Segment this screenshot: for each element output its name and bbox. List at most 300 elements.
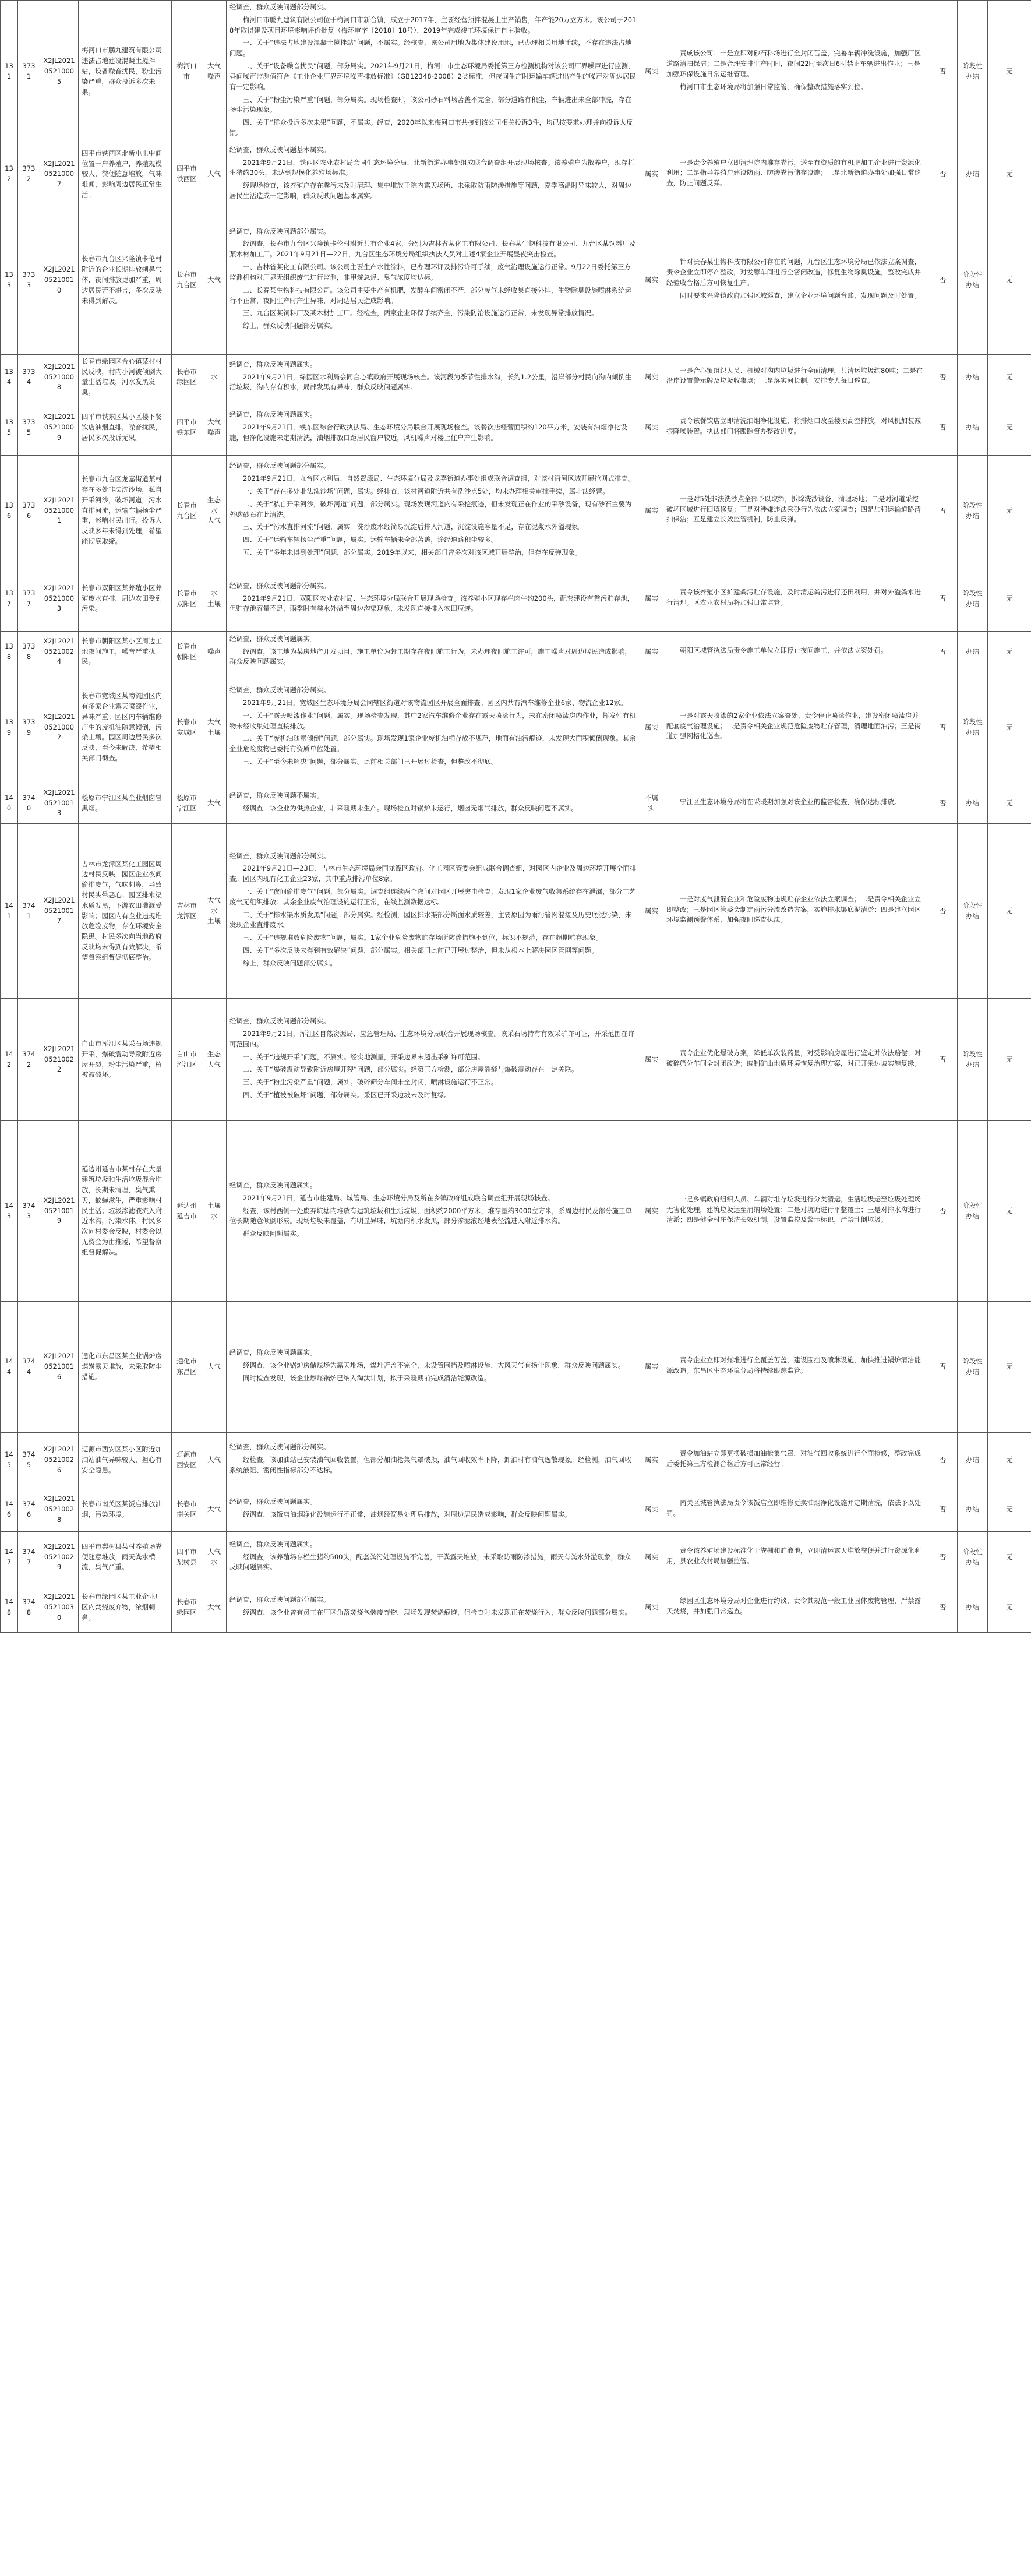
detail-paragraph: 经调查，该企业锅炉房储煤场为露天堆场，煤堆苫盖不完全，未设置围挡及喷淋设施，大风天气有扬尘现象，群众反映问题属实。	[243, 1361, 625, 1370]
note-cell: 无	[988, 1583, 1031, 1633]
case-code-cell: X2JL2021 05210005	[40, 1, 79, 143]
case-code-cell: X2JL2021 05210008	[40, 354, 79, 400]
detail-paragraph: 2021年9月21日，九台区水利局、自然资源局、生态环境分局及龙嘉街道办事处组成联合调查组，对该村沿河区域开展拉网式排查。	[243, 474, 635, 483]
detail-paragraph: 2021年9月21日，延吉市住建局、城管局、生态环境分局及所在乡镇政府组成联合调查组开展现场核查。	[243, 1193, 555, 1202]
verification-result-cell: 属实	[640, 1121, 663, 1302]
complaint-id-cell: 3740	[18, 783, 40, 824]
row-number-cell: 138	[1, 632, 18, 672]
case-code-cell: X2JL2021 05210001	[40, 456, 79, 566]
verification-result-cell: 属实	[640, 999, 663, 1121]
row-number-cell: 148	[1, 1583, 18, 1633]
case-code-cell: X2JL2021 05210003	[40, 566, 79, 632]
complaint-id-cell: 3742	[18, 999, 40, 1121]
detail-paragraph: 经调查，长春市九台区兴隆镇卡伦村附近共有企业4家，分别为吉林省某化工有限公司、长春某生物科技有限公司、九台区某饲料厂及某木材加工厂。2021年9月21日—22日，九台区生态环境分局组织执法人员对上述4家企业开展昼夜突击检查。	[229, 239, 636, 259]
accountability-cell: 否	[928, 1433, 958, 1488]
complaint-content-cell: 长春市绿园区某工业企业厂区内焚烧废弃物，浓烟刺鼻。	[79, 1583, 172, 1633]
status-cell: 办结	[958, 143, 988, 206]
complaint-content-cell: 长春市朝阳区某小区周边工地夜间施工，噪音严重扰民。	[79, 632, 172, 672]
row-number-cell: 142	[1, 999, 18, 1121]
complaint-content-cell: 四平市梨树县某村养殖场粪便随意堆放，雨天粪水横流，臭气严重。	[79, 1532, 172, 1583]
rectification-measures-cell	[663, 672, 928, 783]
accountability-cell: 否	[928, 566, 958, 632]
verification-result-cell: 属实	[640, 1, 663, 143]
verification-summary: 经调查，群众反映问题基本属实。	[229, 145, 330, 154]
region-cell: 延边州 延吉市	[172, 1121, 202, 1302]
detail-paragraph: 二、关于“爆破震动导致附近房屋开裂”问题，部分属实。经第三方检测，部分房屋裂缝与爆破震动存在一定关联。	[243, 1065, 578, 1074]
row-number-cell: 137	[1, 566, 18, 632]
verification-result-cell: 属实	[640, 1433, 663, 1488]
complaint-id-cell: 3737	[18, 566, 40, 632]
detail-paragraph: 一、关于“违规开采”问题，不属实。经实地测量，开采边界未超出采矿许可范围。	[243, 1052, 485, 1061]
detail-paragraph: 三、关于“违规堆放危险废物”问题，属实。1家企业危险废物贮存场所防渗措施不到位，标识不规范，存在超期贮存现象。	[243, 933, 603, 942]
detail-paragraph: 2021年9月21日，宽城区生态环境分局会同辖区街道对该物流园区开展全面排查。园区内共有汽车维修企业6家、物流企业12家。	[243, 699, 627, 707]
investigation-detail-cell	[227, 566, 640, 632]
status-cell: 办结	[958, 1433, 988, 1488]
verification-result-cell: 属实	[640, 632, 663, 672]
rectification-measures-cell	[663, 143, 928, 206]
complaint-content-cell: 吉林市龙潭区某化工园区周边村民反映，园区企业夜间偷排废气，气味刺鼻，导致村民头晕恶心；园区排水渠水质发黑，下游农田灌溉受影响；园区内有企业违规堆放危险废物，存在环境安全隐患。村民多次向当地政府反映均未得到有效解决，希望督察组督促彻底整治。	[79, 824, 172, 999]
complaint-id-cell: 3734	[18, 354, 40, 400]
rectification-measures-cell	[663, 566, 928, 632]
rectification-measures-cell	[663, 400, 928, 456]
verification-result-cell: 属实	[640, 456, 663, 566]
row-number-cell: 141	[1, 824, 18, 999]
status-cell: 阶段性办结	[958, 1532, 988, 1583]
complaint-id-cell: 3733	[18, 206, 40, 354]
verification-summary: 经调查，群众反映问题属实。	[229, 1497, 317, 1506]
verification-summary: 经调查，群众反映问题属实。	[229, 410, 317, 419]
complaint-content-cell: 长春市九台区龙嘉街道某村存在多处非法洗沙场，私自开采河沙，破坏河道，污水直排河流，运输车辆扬尘严重，影响村民出行。投诉人反映多年未得到处理，希望能彻底取缔。	[79, 456, 172, 566]
complaint-content-cell: 延边州延吉市某村存在大量建筑垃圾和生活垃圾混合堆放，长期未清理，臭气熏天，蚊蝇滋生，严重影响村民生活；垃圾渗滤液流入附近水沟，污染水体。村民多次向村委会反映，村委会以无资金为由推诿，希望督察组督促解决。	[79, 1121, 172, 1302]
detail-paragraph: 经检查，该加油站已安装油气回收装置，但部分加油枪集气罩破损，油气回收效率下降，卸油时有油气逸散现象。经检测，油气回收系统液阻、密闭性指标部分不达标。	[229, 1456, 631, 1474]
region-cell: 吉林市 龙潭区	[172, 824, 202, 999]
case-code-cell: X2JL2021 05210026	[40, 1433, 79, 1488]
detail-paragraph: 三、关于“至今未解决”问题，部分属实。此前相关部门已开展过检查，但整改不彻底。	[243, 757, 498, 766]
status-cell: 阶段性办结	[958, 206, 988, 354]
detail-paragraph: 五、关于“多年未得到处理”问题，部分属实。2019年以来，相关部门曾多次对该区域开展整治，但存在反弹现象。	[243, 548, 582, 556]
row-number-cell: 134	[1, 354, 18, 400]
note-cell: 无	[988, 1532, 1031, 1583]
complaint-id-cell: 3745	[18, 1433, 40, 1488]
measure-paragraph: 责令企业立即对煤堆进行全覆盖苫盖，建设围挡及喷淋设施，加快推进锅炉清洁能源改造。东昌区生态环境分局将持续跟踪监管。	[666, 1356, 921, 1375]
investigation-detail-cell	[227, 1, 640, 143]
complaint-content-cell: 辽源市西安区某小区附近加油站油气异味较大，担心有安全隐患。	[79, 1433, 172, 1488]
case-code-cell: X2JL2021 05210030	[40, 1583, 79, 1633]
status-cell: 办结	[958, 1583, 988, 1633]
measure-paragraph: 一是责令养殖户立即清理院内堆存粪污，送至有资质的有机肥加工企业进行资源化利用；二是指导养殖户建设防雨、防渗粪污储存设施；三是北新街道办事处加强日常巡查，防止问题反弹。	[666, 158, 921, 188]
complaint-content-cell: 四平市铁东区某小区楼下餐饮店油烟直排，噪音扰民，居民多次投诉无果。	[79, 400, 172, 456]
region-cell: 长春市 朝阳区	[172, 632, 202, 672]
status-cell: 阶段性办结	[958, 672, 988, 783]
verification-summary: 经调查，群众反映问题部分属实。	[229, 1017, 330, 1026]
accountability-cell: 否	[928, 824, 958, 999]
complaint-id-cell: 3748	[18, 1583, 40, 1633]
detail-paragraph: 二、长春某生物科技有限公司。该公司主要生产有机肥，发酵车间密闭不严，部分废气未经收集直接外排，生物除臭设施喷淋系统运行不正常，夜间生产时产生异味，对周边居民造成影响。	[229, 286, 631, 305]
region-cell: 长春市 绿园区	[172, 1583, 202, 1633]
table-row	[1, 1, 1031, 143]
status-cell: 阶段性办结	[958, 824, 988, 999]
case-code-cell: X2JL2021 05210019	[40, 1121, 79, 1302]
status-cell: 办结	[958, 354, 988, 400]
measure-paragraph: 梅河口市生态环境局将加强日常监管，确保整改措施落实到位。	[680, 82, 867, 91]
note-cell: 无	[988, 1488, 1031, 1532]
row-number-cell: 133	[1, 206, 18, 354]
measure-paragraph: 宁江区生态环境分局将在采暖期加强对该企业的监督检查，确保达标排放。	[680, 797, 901, 806]
note-cell: 无	[988, 1433, 1031, 1488]
region-cell: 梅河口市	[172, 1, 202, 143]
complaint-id-cell: 3743	[18, 1121, 40, 1302]
verification-summary: 经调查，群众反映问题部分属实。	[229, 581, 330, 590]
accountability-cell: 否	[928, 143, 958, 206]
region-cell: 松原市 宁江区	[172, 783, 202, 824]
status-cell: 阶段性办结	[958, 1302, 988, 1433]
measure-paragraph: 针对长春某生物科技有限公司存在的问题，九台区生态环境分局已依法立案调查，责令企业立即停产整改，对发酵车间进行全密闭改造，修复生物除臭设施，整改完成并经验收合格后方可恢复生产。	[666, 258, 921, 287]
accountability-cell: 否	[928, 1488, 958, 1532]
measure-paragraph: 一是对露天喷漆的2家企业依法立案查处，责令停止喷漆作业，建设密闭喷漆房并配套废气治理设施；二是责令相关企业规范危险废物贮存管理，清理地面油污；三是街道加强网格化巡查。	[666, 711, 921, 741]
pollution-type-cell: 生态 大气	[202, 999, 227, 1121]
accountability-cell: 否	[928, 1583, 958, 1633]
verification-result-cell: 属实	[640, 824, 663, 999]
case-code-cell: X2JL2021 05210028	[40, 1488, 79, 1532]
verification-result-cell: 属实	[640, 206, 663, 354]
accountability-cell: 否	[928, 1, 958, 143]
note-cell: 无	[988, 566, 1031, 632]
complaint-id-cell: 3746	[18, 1488, 40, 1532]
complaint-content-cell: 梅河口市鹏九建筑有限公司违法占地建设混凝土搅拌站，设备噪音扰民，粉尘污染严重，群众投诉多次未果。	[79, 1, 172, 143]
detail-paragraph: 经调查，该饭店油烟净化设施运行不正常，油烟经简易处理后排放，对周边居民造成影响，群众反映问题属实。	[243, 1510, 571, 1519]
measure-paragraph: 一是乡镇政府组织人员、车辆对堆存垃圾进行分类清运，生活垃圾运至垃圾处理场无害化处理，建筑垃圾运至消纳场处置；二是对坑塘进行平整覆土；三是对排水沟进行清淤；四是健全村庄保洁长效机制，设置监控及警示标识，严禁乱倒垃圾。	[666, 1194, 921, 1224]
complaint-id-cell: 3731	[18, 1, 40, 143]
table-row	[1, 206, 1031, 354]
table-row	[1, 1532, 1031, 1583]
row-number-cell: 139	[1, 672, 18, 783]
region-cell: 长春市 宽城区	[172, 672, 202, 783]
detail-paragraph: 二、关于“设备噪音扰民”问题，部分属实。2021年9月21日，梅河口市生态环境局委托第三方检测机构对该公司厂界噪声进行监测，昼间噪声监测值符合《工业企业厂界环境噪声排放标准》（GB12348-2008）2类标准，但夜间生产时运输车辆进出产生的噪声对周边居民有一定影响。	[229, 62, 636, 91]
case-code-cell: X2JL2021 05210010	[40, 206, 79, 354]
verification-summary: 经调查，群众反映问题属实。	[229, 1539, 317, 1548]
case-code-cell: X2JL2021 05210029	[40, 1532, 79, 1583]
note-cell: 无	[988, 1302, 1031, 1433]
rectification-measures-cell	[663, 1488, 928, 1532]
complaint-content-cell: 长春市双阳区某养殖小区养殖废水直排，周边农田受到污染。	[79, 566, 172, 632]
region-cell: 辽源市 西安区	[172, 1433, 202, 1488]
case-code-cell: X2JL2021 05210007	[40, 143, 79, 206]
row-number-cell: 131	[1, 1, 18, 143]
row-number-cell: 132	[1, 143, 18, 206]
detail-paragraph: 二、关于“排水渠水质发黑”问题，部分属实。经检测，园区排水渠部分断面水质较差，主要原因为雨污管网混接及历史底泥污染，未发现企业直排废水。	[229, 910, 632, 929]
investigation-detail-cell	[227, 1121, 640, 1302]
investigation-detail-cell	[227, 1583, 640, 1633]
pollution-type-cell: 大气 水	[202, 1532, 227, 1583]
investigation-detail-cell	[227, 1433, 640, 1488]
detail-paragraph: 2021年9月21日，绿园区水利局会同合心镇政府开展现场核查。该河段为季节性排水沟，长约1.2公里，沿岸部分村民向沟内倾倒生活垃圾，沟内存有积水，局部发黑有异味，群众反映问题属实。	[229, 372, 632, 392]
detail-paragraph: 2021年9月21日，双阳区农业农村局、生态环境分局联合开展现场检查。该养殖小区现存栏肉牛约200头，配套建设有粪污贮存池，但贮存池容量不足，雨季时有粪水外溢至周边沟渠现象，未发现直接排入农田痕迹。	[229, 594, 634, 613]
table-row	[1, 354, 1031, 400]
detail-paragraph: 三、关于“污水直排河流”问题，属实。洗沙废水经简易沉淀后排入河道，沉淀设施容量不足，存在泥浆水外溢现象。	[243, 523, 585, 531]
table-row	[1, 456, 1031, 566]
detail-paragraph: 经现场检查，该养殖户存在粪污未及时清理、集中堆放于院内露天场所、未采取防雨防渗措施等问题，夏季高温时异味较大，对周边居民生活造成一定影响，群众反映问题基本属实。	[229, 181, 631, 200]
detail-paragraph: 四、关于“植被被破坏”问题，部分属实。采区已开采边坡未及时复绿。	[243, 1091, 451, 1100]
accountability-cell: 否	[928, 1121, 958, 1302]
verification-summary: 经调查，群众反映问题部分属实。	[229, 851, 330, 860]
status-cell: 办结	[958, 400, 988, 456]
investigation-detail-cell	[227, 824, 640, 999]
pollution-type-cell: 大气	[202, 783, 227, 824]
investigation-detail-cell	[227, 206, 640, 354]
note-cell: 无	[988, 783, 1031, 824]
region-cell: 四平市 铁东区	[172, 400, 202, 456]
measure-paragraph: 朝阳区城管执法局责令施工单位立即停止夜间施工，并依法立案处罚。	[680, 646, 888, 654]
pollution-type-cell: 大气	[202, 1488, 227, 1532]
investigation-detail-cell	[227, 632, 640, 672]
region-cell: 白山市 浑江区	[172, 999, 202, 1121]
region-cell: 通化市 东昌区	[172, 1302, 202, 1433]
measure-paragraph: 一是对废气泄漏企业和危险废物违规贮存企业依法立案调查；二是责令相关企业立即整改；三是园区管委会制定雨污分流改造方案，实施排水渠底泥清淤；四是建立园区环境监测预警体系，加强夜间巡查执法。	[666, 894, 921, 924]
complaint-id-cell: 3738	[18, 632, 40, 672]
rectification-measures-cell	[663, 1583, 928, 1633]
accountability-cell: 否	[928, 632, 958, 672]
table-row	[1, 143, 1031, 206]
region-cell: 长春市 绿园区	[172, 354, 202, 400]
table-row	[1, 632, 1031, 672]
row-number-cell: 135	[1, 400, 18, 456]
detail-paragraph: 经查，该村西侧一处废弃坑塘内堆放有建筑垃圾和生活垃圾，面积约2000平方米，堆存量约3000立方米，系周边村民及部分施工单位长期随意倾倒形成。现场垃圾未覆盖，有明显异味，坑塘内积水发黑，部分渗滤液经地表径流进入附近排水沟。	[229, 1206, 633, 1225]
pollution-type-cell: 大气	[202, 206, 227, 354]
note-cell: 无	[988, 143, 1031, 206]
detail-paragraph: 群众反映问题属实。	[243, 1229, 303, 1238]
detail-paragraph: 2021年9月21日，浑江区自然资源局、应急管理局、生态环境分局联合开展现场核查。该采石场持有有效采矿许可证，开采范围在许可范围内。	[229, 1030, 635, 1048]
verification-summary: 经调查，群众反映问题部分属实。	[229, 1443, 330, 1451]
case-code-cell: X2JL2021 05210022	[40, 999, 79, 1121]
accountability-cell: 否	[928, 354, 958, 400]
detail-paragraph: 四、关于“群众投诉多次未果”问题，不属实。经查，2020年以来梅河口市共接到该公司相关投诉3件，均已按要求办理并向投诉人反馈。	[229, 118, 633, 137]
pollution-type-cell: 土壤 水	[202, 1121, 227, 1302]
verification-summary: 经调查，群众反映问题部分属实。	[229, 3, 330, 11]
note-cell: 无	[988, 672, 1031, 783]
verification-result-cell: 属实	[640, 672, 663, 783]
status-cell: 阶段性办结	[958, 566, 988, 632]
table-row	[1, 999, 1031, 1121]
rectification-measures-cell	[663, 354, 928, 400]
complaint-content-cell: 通化市东昌区某企业锅炉房煤炭露天堆放，未采取防尘措施。	[79, 1302, 172, 1433]
rectification-measures-cell	[663, 1, 928, 143]
accountability-cell: 否	[928, 672, 958, 783]
detail-paragraph: 经调查，该企业曾有员工在厂区角落焚烧包装废弃物，现场发现焚烧痕迹，但检查时未发现正在焚烧行为，群众反映问题部分属实。	[243, 1608, 631, 1617]
verification-summary: 经调查，群众反映问题部分属实。	[229, 227, 330, 235]
row-number-cell: 146	[1, 1488, 18, 1532]
case-code-cell: X2JL2021 05210013	[40, 783, 79, 824]
complaint-id-cell: 3732	[18, 143, 40, 206]
investigation-detail-cell	[227, 783, 640, 824]
verification-summary: 经调查，群众反映问题属实。	[229, 1181, 317, 1190]
verification-summary: 经调查，群众反映问题部分属实。	[229, 1595, 330, 1604]
status-cell: 办结	[958, 632, 988, 672]
pollution-type-cell: 大气	[202, 1302, 227, 1433]
table-row	[1, 1488, 1031, 1532]
row-number-cell: 145	[1, 1433, 18, 1488]
table-row	[1, 1302, 1031, 1433]
complaint-id-cell: 3739	[18, 672, 40, 783]
verification-summary: 经调查，群众反映问题属实。	[229, 360, 317, 368]
measure-paragraph: 责成该公司：一是立即对砂石料场进行全封闭苫盖，完善车辆冲洗设施，加强厂区道路清扫保洁；二是合理安排生产时间，夜间22时至次日6时禁止车辆进出作业；三是加强环保设施日常运维管理。	[666, 49, 921, 78]
table-row	[1, 400, 1031, 456]
complaint-id-cell: 3747	[18, 1532, 40, 1583]
status-cell: 阶段性办结	[958, 1121, 988, 1302]
pollution-type-cell: 大气	[202, 1583, 227, 1633]
note-cell: 无	[988, 400, 1031, 456]
verification-summary: 经调查，群众反映问题属实。	[229, 634, 317, 643]
table-row	[1, 1433, 1031, 1488]
measure-paragraph: 绿园区生态环境分局对企业进行约谈，责令其规范一般工业固体废物管理，严禁露天焚烧，并加强日常巡查。	[666, 1597, 921, 1616]
measure-paragraph: 责令该餐饮店立即清洗油烟净化设施，将排烟口改至楼顶高空排放，对风机加装减振降噪装置。执法部门将跟踪督办整改进度。	[666, 417, 921, 436]
detail-paragraph: 梅河口市鹏九建筑有限公司位于梅河口市新合镇，成立于2017年，主要经营预拌混凝土生产销售，年产能20万立方米。该公司于2018年取得建设项目环境影响评价批复（梅环审字〔2018〕18号），2019年完成竣工环境保护自主验收。	[229, 15, 637, 34]
verification-result-cell: 不属实	[640, 783, 663, 824]
detail-paragraph: 2021年9月21日，铁西区农业农村局会同生态环境分局、北新街道办事处组成联合调查组开展现场核查。该养殖户为散养户，现存栏生猪约30头，未达到规模化养殖场标准。	[229, 158, 635, 177]
note-cell: 无	[988, 1121, 1031, 1302]
investigation-detail-cell	[227, 143, 640, 206]
complaint-content-cell: 长春市南关区某饭店排放油烟，污染环境。	[79, 1488, 172, 1532]
investigation-detail-cell	[227, 1302, 640, 1433]
detail-paragraph: 三、九台区某饲料厂及某木材加工厂。经检查，两家企业环保手续齐全，污染防治设施运行正常，未发现异常排放情况。	[243, 309, 598, 318]
investigation-detail-cell	[227, 1532, 640, 1583]
region-cell: 长春市 南关区	[172, 1488, 202, 1532]
rectification-measures-cell	[663, 1532, 928, 1583]
table-row	[1, 1583, 1031, 1633]
accountability-cell: 否	[928, 456, 958, 566]
investigation-detail-cell	[227, 354, 640, 400]
measure-paragraph: 责令该养殖场建设标准化干粪棚和贮液池，立即清运露天堆放粪便并进行资源化利用，县农业农村局加强监管。	[666, 1546, 921, 1565]
pollution-type-cell: 大气 土壤	[202, 672, 227, 783]
note-cell: 无	[988, 206, 1031, 354]
detail-paragraph: 综上，群众反映问题部分属实。	[243, 958, 337, 967]
verification-result-cell: 属实	[640, 354, 663, 400]
note-cell: 无	[988, 824, 1031, 999]
row-number-cell: 143	[1, 1121, 18, 1302]
complaint-content-cell: 长春市宽城区某物流园区内有多家企业露天喷漆作业，异味严重；园区内车辆维修产生的废机油随意倾倒，污染土壤。园区周边居民多次反映，至今未解决，希望相关部门彻查。	[79, 672, 172, 783]
measure-paragraph: 南关区城管执法局责令该饭店立即维修更换油烟净化设施并定期清洗，依法予以处罚。	[666, 1499, 921, 1518]
complaint-id-cell: 3744	[18, 1302, 40, 1433]
row-number-cell: 136	[1, 456, 18, 566]
note-cell: 无	[988, 632, 1031, 672]
verification-result-cell: 属实	[640, 566, 663, 632]
table-row	[1, 824, 1031, 999]
table-row	[1, 783, 1031, 824]
pollution-type-cell: 噪声	[202, 632, 227, 672]
status-cell: 办结	[958, 1488, 988, 1532]
detail-paragraph: 经调查，该企业为供热企业，非采暖期未生产。现场检查时锅炉未运行，烟囱无烟气排放，群众反映问题不属实。	[243, 804, 578, 812]
complaint-id-cell: 3735	[18, 400, 40, 456]
detail-paragraph: 一、关于“存在多处非法洗沙场”问题，属实。经排查，该村河道附近共有洗沙点5处，均未办理相关审批手续，属非法经营。	[243, 487, 609, 495]
pollution-type-cell: 大气	[202, 1433, 227, 1488]
detail-paragraph: 一、吉林省某化工有限公司。该公司主要生产水性涂料，已办理环评及排污许可手续，废气治理设施运行正常。9月22日委托第三方监测机构对厂界无组织废气进行监测，非甲烷总烃、臭气浓度均达标。	[229, 263, 631, 281]
note-cell: 无	[988, 1, 1031, 143]
complaint-id-cell: 3736	[18, 456, 40, 566]
investigation-detail-cell	[227, 1488, 640, 1532]
complaint-content-cell: 白山市浑江区某采石场违规开采，爆破震动导致附近房屋开裂，粉尘污染严重，植被被破坏。	[79, 999, 172, 1121]
rectification-measures-cell	[663, 456, 928, 566]
detail-paragraph: 二、关于“废机油随意倾倒”问题，部分属实。现场发现1家企业废机油桶存放不规范，地面有油污痕迹，未发现大面积倾倒现象。其余企业危险废物已委托有资质单位处置。	[229, 734, 636, 753]
rectification-measures-cell	[663, 824, 928, 999]
pollution-type-cell: 水 土壤	[202, 566, 227, 632]
verification-summary: 经调查，群众反映问题部分属实。	[229, 461, 330, 470]
investigation-detail-cell	[227, 672, 640, 783]
status-cell: 办结	[958, 783, 988, 824]
detail-paragraph: 2021年9月21日—23日，吉林市生态环境局会同龙潭区政府、化工园区管委会组成联合调查组，对园区内企业及周边环境开展全面排查。园区内现有化工企业23家，其中重点排污单位8家。	[229, 864, 637, 883]
status-cell: 阶段性办结	[958, 456, 988, 566]
verification-summary: 经调查，群众反映问题不属实。	[229, 791, 323, 799]
table-row	[1, 1121, 1031, 1302]
row-number-cell: 140	[1, 783, 18, 824]
verification-summary: 经调查，群众反映问题部分属实。	[229, 686, 330, 695]
row-number-cell: 144	[1, 1302, 18, 1433]
complaint-content-cell: 长春市绿园区合心镇某村村民反映，村内小河被倾倒大量生活垃圾，河水发黑发臭。	[79, 354, 172, 400]
note-cell: 无	[988, 999, 1031, 1121]
detail-paragraph: 一、关于“露天喷漆作业”问题，属实。现场检查发现，其中2家汽车维修企业存在露天喷漆行为，未在密闭喷漆房内作业，挥发性有机物未经收集处理直接排放。	[229, 711, 636, 730]
measure-paragraph: 责令该养殖小区扩建粪污贮存设施，及时清运粪污进行还田利用，并对外溢粪水进行清理。区农业农村局将加强日常监管。	[666, 587, 921, 607]
measure-paragraph: 一是合心镇组织人员、机械对沟内垃圾进行全面清理，共清运垃圾约80吨；二是在沿岸设置警示牌及垃圾收集点；三是落实河长制，安排专人每日巡查。	[666, 366, 923, 385]
detail-paragraph: 2021年9月21日，铁东区综合行政执法局、生态环境分局联合开展现场检查。该餐饮店经营面积约120平方米，安装有油烟净化设施，但净化设施未定期清洗，油烟排放口距居民窗户较近，风机噪声对楼上住户产生影响。	[229, 423, 627, 442]
detail-paragraph: 同时检查发现，该企业燃煤锅炉已纳入淘汰计划，拟于采暖期前完成清洁能源改造。	[243, 1373, 491, 1382]
accountability-cell: 否	[928, 999, 958, 1121]
detail-paragraph: 经调查，该养殖场存栏生猪约500头，配套粪污处理设施不完善，干粪露天堆放，未采取防雨防渗措施，雨天有粪水外溢现象，群众反映问题属实。	[229, 1552, 631, 1571]
rectification-measures-cell	[663, 1121, 928, 1302]
accountability-cell: 否	[928, 206, 958, 354]
verification-result-cell: 属实	[640, 1488, 663, 1532]
table-row	[1, 566, 1031, 632]
measure-paragraph: 一是对5处非法洗沙点全部予以取缔，拆除洗沙设备，清理场地；二是对河道采挖破坏区域进行回填修复；三是对涉嫌违法采砂行为依法立案调查；四是加强运输道路清扫保洁；五是建立长效监管机制，防止反弹。	[666, 494, 921, 524]
accountability-cell: 否	[928, 400, 958, 456]
pollution-type-cell: 水	[202, 354, 227, 400]
detail-paragraph: 一、关于“违法占地建设混凝土搅拌站”问题，不属实。经核查，该公司用地为集体建设用地，已办理相关用地手续，不存在违法占地问题。	[229, 38, 632, 58]
pollution-type-cell: 大气 噪声	[202, 400, 227, 456]
verification-result-cell: 属实	[640, 1302, 663, 1433]
row-number-cell: 147	[1, 1532, 18, 1583]
case-code-cell: X2JL2021 05210009	[40, 400, 79, 456]
pollution-type-cell: 大气	[202, 143, 227, 206]
investigation-detail-cell	[227, 456, 640, 566]
verification-result-cell: 属实	[640, 1583, 663, 1633]
case-code-cell: X2JL2021 05210017	[40, 824, 79, 999]
rectification-measures-cell	[663, 783, 928, 824]
rectification-measures-cell	[663, 999, 928, 1121]
region-cell: 长春市 双阳区	[172, 566, 202, 632]
region-cell: 长春市 九台区	[172, 456, 202, 566]
status-cell: 阶段性办结	[958, 999, 988, 1121]
detail-paragraph: 二、关于“私自开采河沙，破坏河道”问题，部分属实。现场发现河道内有采挖痕迹，但未发现正在作业的采砂设备，现有砂石主要为外购砂石在此清洗。	[229, 499, 632, 519]
complaint-content-cell: 四平市铁西区北新屯屯中间位置一户养殖户，养殖规模较大，粪便随意堆放，气味难闻，影响周边居民正常生活。	[79, 143, 172, 206]
rectification-measures-cell	[663, 1302, 928, 1433]
detail-paragraph: 经调查，该工地为某房地产开发项目，施工单位为赶工期存在夜间施工行为，未办理夜间施工许可，施工噪声对周边居民造成影响，群众反映问题属实。	[229, 647, 631, 666]
accountability-cell: 否	[928, 1532, 958, 1583]
rectification-measures-cell	[663, 1433, 928, 1488]
rectification-measures-cell	[663, 632, 928, 672]
complaint-content-cell: 长春市九台区兴隆镇卡伦村附近的企业长期排放刺鼻气体，夜间排放更加严重，周边居民苦不堪言，多次反映未得到解决。	[79, 206, 172, 354]
measure-paragraph: 责令企业优化爆破方案，降低单次装药量，对受影响房屋进行鉴定并依法赔偿；对破碎筛分车间全封闭改造；编制矿山地质环境恢复治理方案，对已开采边坡实施复绿。	[666, 1048, 921, 1067]
detail-paragraph: 四、关于“运输车辆扬尘严重”问题，属实。运输车辆未全部苫盖，途经道路积尘较多。	[243, 535, 498, 544]
status-cell: 阶段性办结	[958, 1, 988, 143]
verification-result-cell: 属实	[640, 1532, 663, 1583]
table-row	[1, 672, 1031, 783]
detail-paragraph: 四、关于“多次反映未得到有效解决”问题，部分属实。相关部门此前已开展过整治，但未从根本上解决园区管网等问题。	[243, 946, 598, 954]
case-code-cell: X2JL2021 05210024	[40, 632, 79, 672]
measure-paragraph: 同时要求兴隆镇政府加强区域巡查，建立企业环境问题台账，发现问题及时处置。	[680, 291, 921, 299]
case-code-cell: X2JL2021 05210002	[40, 672, 79, 783]
complaint-content-cell: 松原市宁江区某企业烟囱冒黑烟。	[79, 783, 172, 824]
pollution-type-cell: 生态 水 大气	[202, 456, 227, 566]
detail-paragraph: 综上，群众反映问题部分属实。	[243, 322, 337, 330]
detail-paragraph: 三、关于“粉尘污染严重”问题，部分属实。现场检查时，该公司砂石料场苫盖不完全，部分道路有积尘，车辆进出未全部冲洗，存在扬尘污染现象。	[229, 95, 632, 114]
note-cell: 无	[988, 456, 1031, 566]
